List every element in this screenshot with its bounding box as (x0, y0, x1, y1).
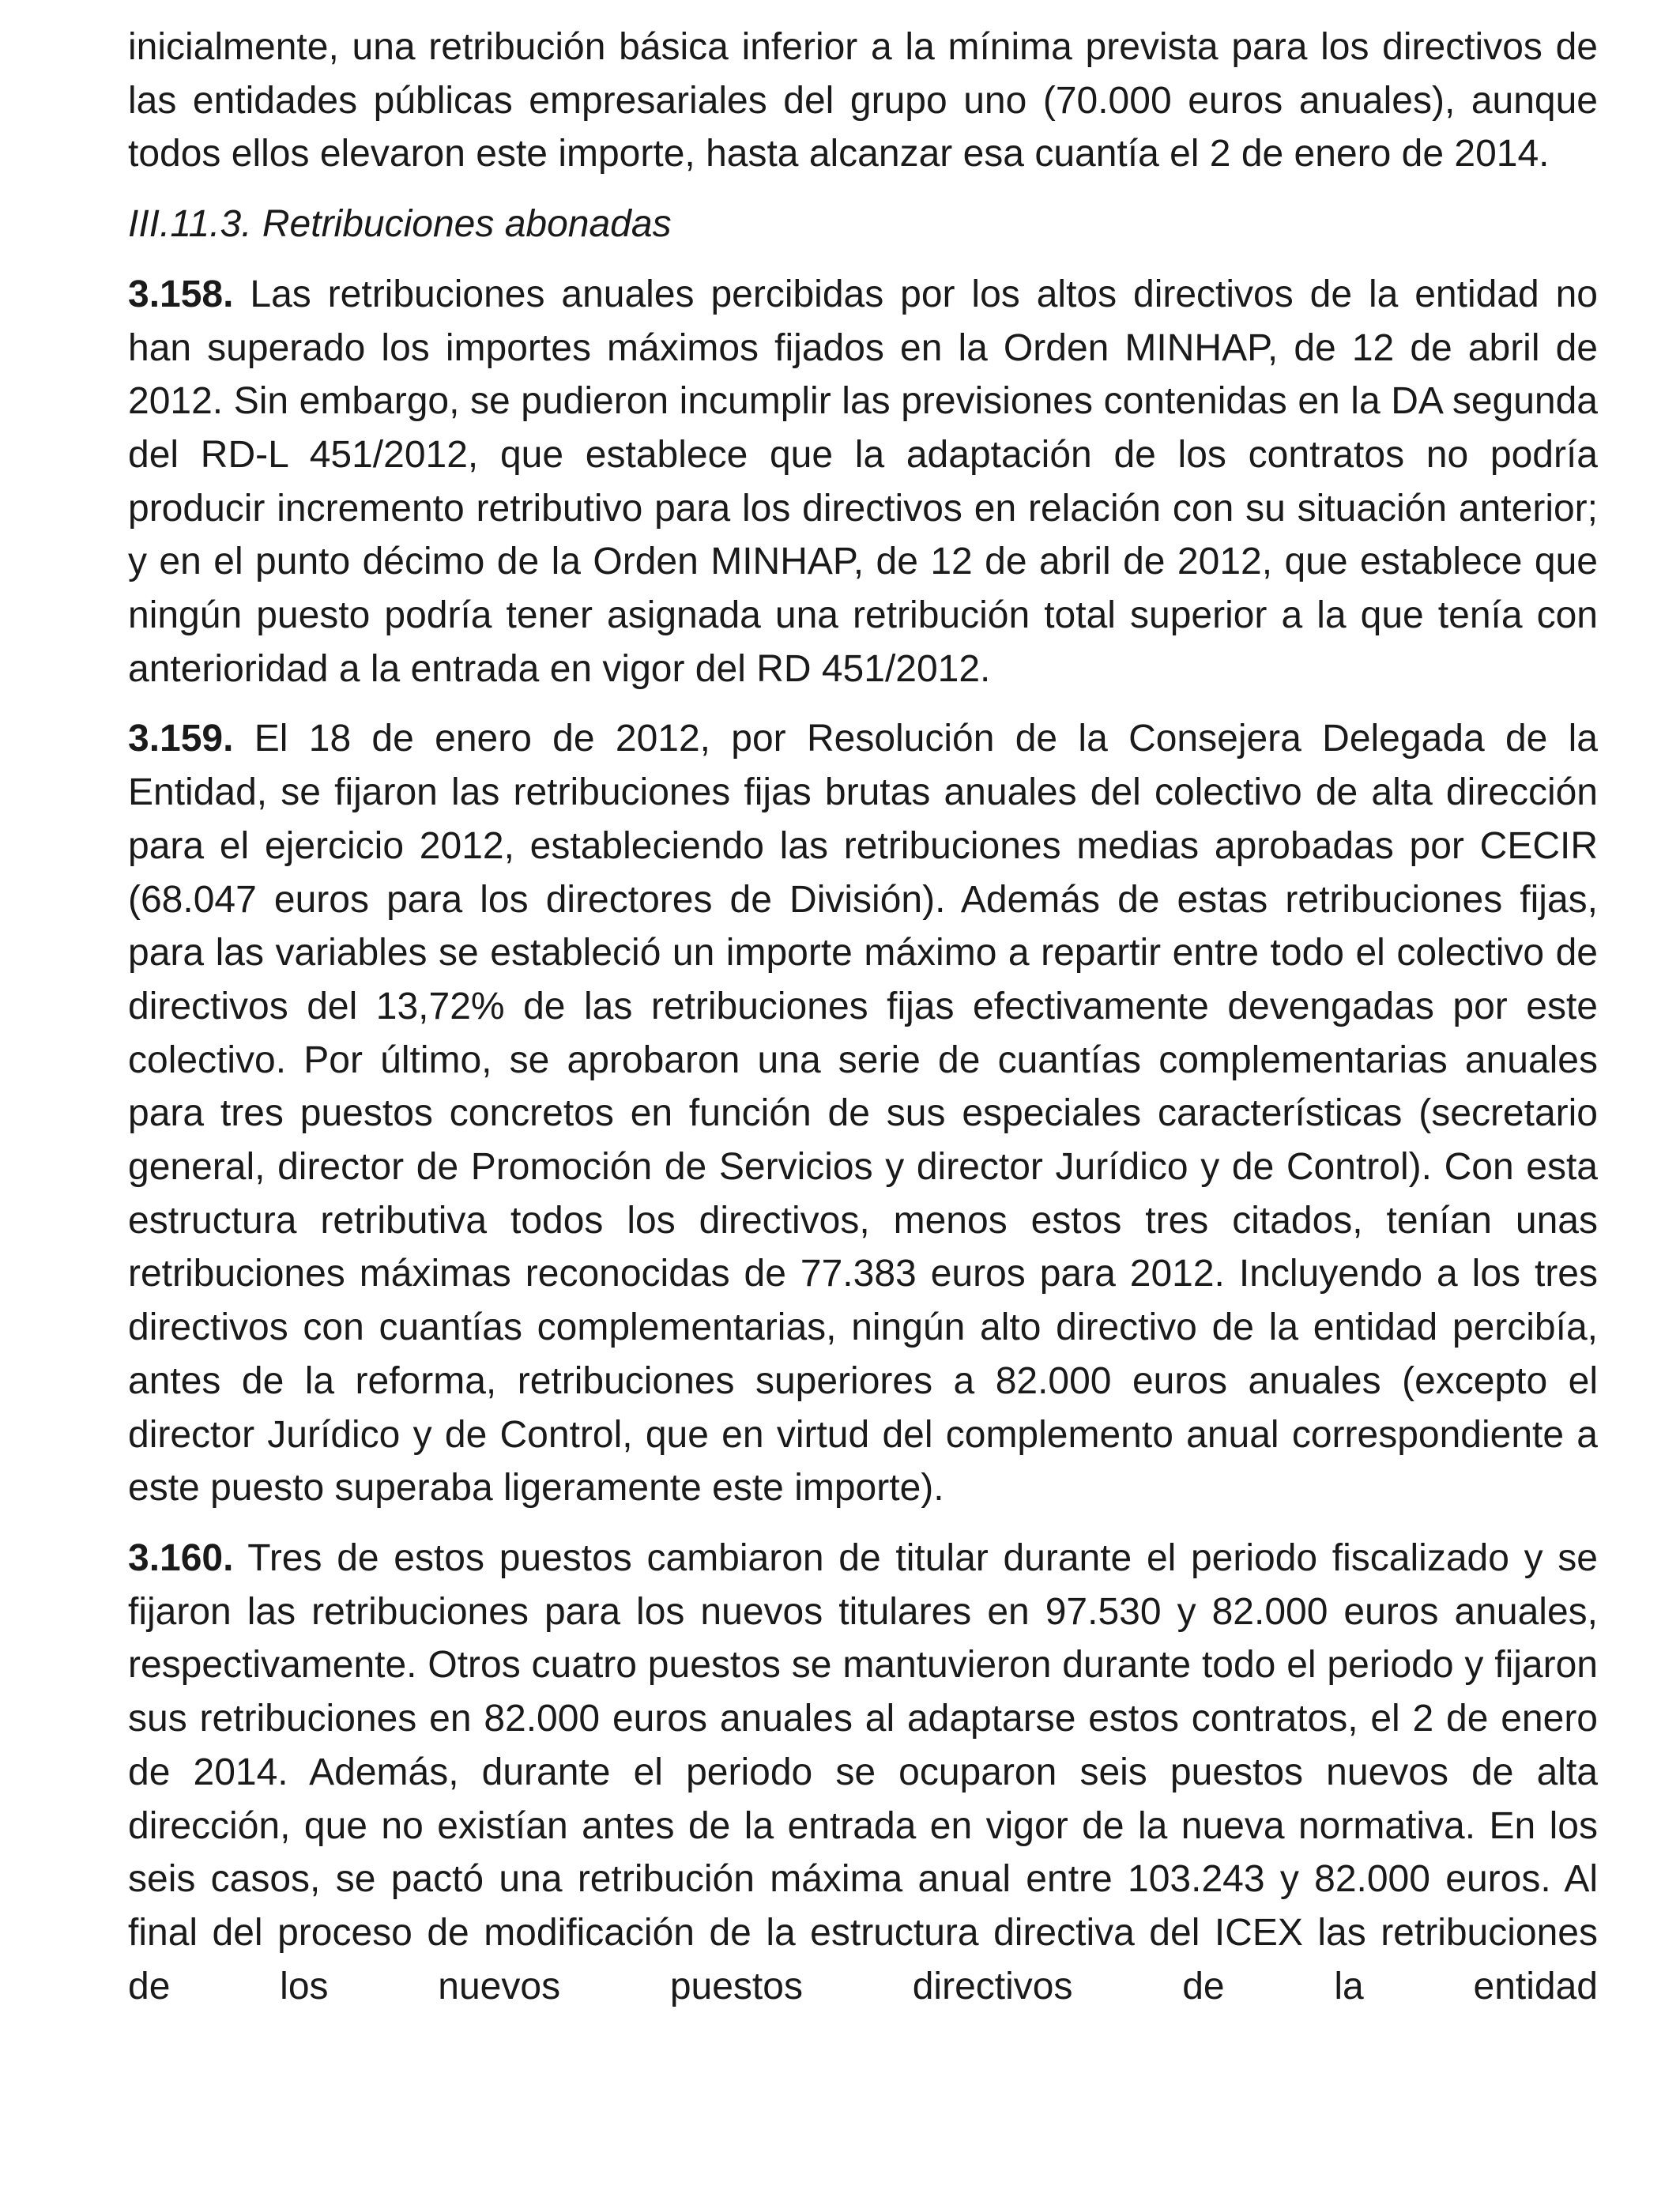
section-heading: III.11.3. Retribuciones abonadas (128, 203, 672, 246)
paragraph-number: 3.160. (128, 1536, 234, 1579)
paragraph-text: El 18 de enero de 2012, por Resolución de la Consejera Delegada de la Entidad, se fijaron las retribuciones fijas brutas anuales del colectivo de alta dirección para el ejercicio 2012, estableciendo las retribuciones medias aprobadas por CECIR (68.047 euros para los directores de División). Además de estas retribuciones fijas, para las variables se estableció un importe máximo a repartir entre todo el colectivo de directivos del 13,72% de las retribuciones fijas efectivamente devengadas por este colectivo. Por último, se aprobaron una serie de cuantías complementarias anuales para tres puestos concretos en función de sus especiales características (secretario general, director de Promoción de Servicios y director Jurídico y de Control). Con esta estructura retributiva todos los directivos, menos estos tres citados, tenían unas retribuciones máximas reconocidas de 77.383 euros para 2012. Incluyendo a los tres directivos con cuantías complementarias, ningún alto directivo de la entidad percibía, antes de la reforma, retribuciones superiores a 82.000 euros anuales (excepto el director Jurídico y de Control, que en virtud del complemento anual correspondiente a este puesto superaba ligeramente este importe). (128, 718, 1599, 1510)
paragraph-text: Tres de estos puestos cambiaron de titular durante el periodo fiscalizado y se fijaron las retribuciones para los nuevos titulares en 97.530 y 82.000 euros anuales, respectivamente. Otros cuatro puestos se mantuvieron durante todo el periodo y fijaron sus retribuciones en 82.000 euros anuales al adaptarse estos contratos, el 2 de enero de 2014. Además, durante el periodo se ocuparon seis puestos nuevos de alta dirección, que no existían antes de la entrada en vigor de la nueva normativa. En los seis casos, se pactó una retribución máxima anual entre 103.243 y 82.000 euros. Al final del proceso de modificación de la estructura directiva del ICEX las retribuciones de los nuevos puestos directivos de la entidad (128, 1536, 1598, 2007)
intro-paragraph: inicialmente, una retribución básica inferior a la mínima prevista para los directivos de las entidades públicas empresariales del grupo uno (70.000 euros anuales), aunque todos ellos elevaron este importe, hasta alcanzar esa cuantía el 2 de enero de 2014. (128, 26, 1598, 175)
paragraph-number: 3.159. (128, 718, 234, 760)
document-page (128, 21, 1598, 2030)
paragraph-number: 3.158. (128, 273, 234, 315)
paragraph-3-160 (128, 1532, 1598, 2013)
paragraph-text: Las retribuciones anuales percibidas por los altos directivos de la entidad no han superado los importes máximos fijados en la Orden MINHAP, de 12 de abril de 2012. Sin embargo, se pudieron incumplir las previsiones contenidas en la DA segunda del RD-L 451/2012, que establece que la adaptación de los contratos no podría producir incremento retributivo para los directivos en relación con su situación anterior; y en el punto décimo de la Orden MINHAP, de 12 de abril de 2012, que establece que ningún puesto podría tener asignada una retribución total superior a la que tenía con anterioridad a la entrada en vigor del RD 451/2012. (128, 273, 1599, 690)
paragraph-3-159 (128, 712, 1598, 1515)
paragraph-3-158 (128, 268, 1598, 696)
